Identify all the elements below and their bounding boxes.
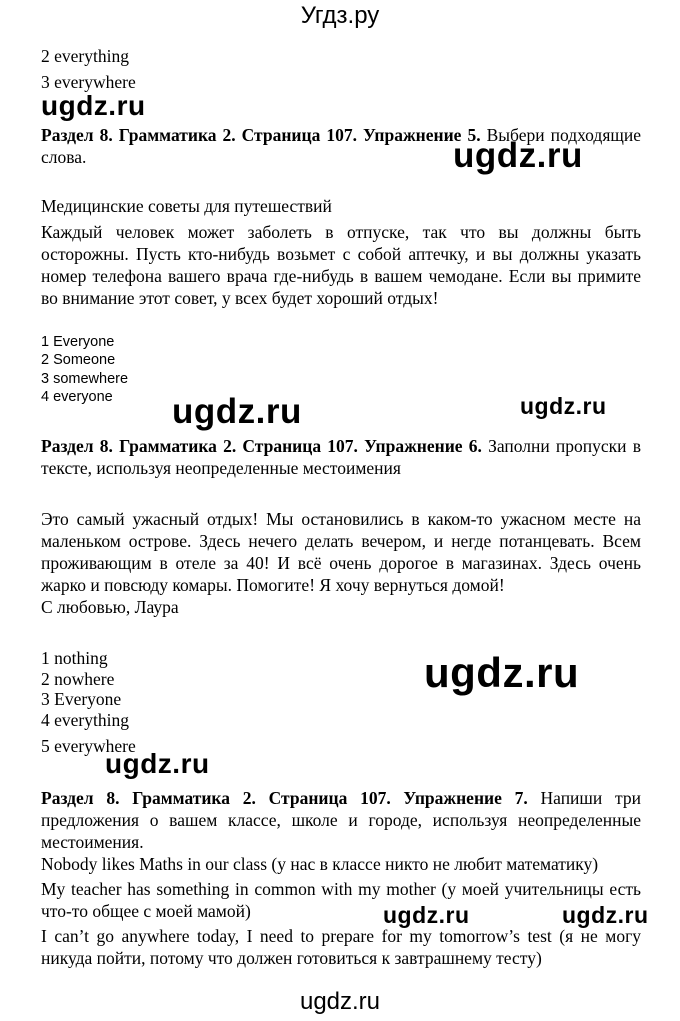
watermark: ugdz.ru [41, 90, 146, 121]
exercise7-heading-block [41, 787, 641, 853]
watermark: ugdz.ru [105, 748, 210, 779]
exercise6-heading-block [41, 435, 641, 479]
watermark: ugdz.ru [424, 649, 580, 696]
exercise6-heading: Раздел 8. Грамматика 2. Страница 107. Упражнение 6. [41, 436, 482, 456]
watermark: ugdz.ru [453, 136, 583, 175]
site-title: Угдз.ру [300, 2, 380, 29]
watermark: ugdz.ru [520, 393, 607, 419]
list-item: 3 Everyone [41, 689, 122, 710]
exercise5-instruction: Выбери подходящие слова. [41, 125, 641, 167]
exercise7-sentence-2: My teacher has something in common with my mother (у моей учительницы есть что-то общее с моей мамой) [41, 879, 641, 921]
list-item: 4 everyone [41, 388, 113, 405]
exercise6-instruction: Заполни пропуски в тексте, используя неопределенные местоимения [41, 436, 641, 478]
watermark: ugdz.ru [383, 902, 470, 928]
footer-site-title: ugdz.ru [299, 988, 381, 1015]
exercise7-instruction: Напиши три предложения о вашем классе, школе и городе, используя неопределенные местоимения. [41, 788, 641, 852]
list-item: 2 nowhere [41, 668, 115, 689]
top-answer-2: 2 everything [41, 46, 129, 66]
exercise7-heading: Раздел 8. Грамматика 2. Страница 107. Упражнение 7. [41, 788, 528, 808]
list-item: 4 everything [41, 710, 129, 731]
exercise7-sentence-1: Nobody likes Maths in our class (у нас в классе никто не любит математику) [41, 854, 599, 874]
list-item: 1 Everyone [41, 334, 115, 350]
exercise6-signature: С любовью, Лаура [41, 597, 179, 617]
list-item: 5 everywhere [41, 735, 136, 756]
exercise5-answers [41, 333, 128, 406]
exercise6-answers [41, 648, 136, 757]
exercise5-heading-block [41, 124, 641, 168]
exercise5-text-body: Каждый человек может заболеть в отпуске, так что вы должны быть осторожны. Пусть кто-нибудь возьмет с собой аптечку, и вы должны указать номер телефона вашего врача где-нибудь в вашем чемодане. Если вы примите во внимание этот совет, у всех будет хороший отдых! [41, 222, 641, 308]
exercise5-text-title: Медицинские советы для путешествий [41, 196, 332, 216]
watermark: ugdz.ru [172, 392, 302, 431]
exercise7-sentence-3: I can’t go anywhere today, I need to prepare for my tomorrow’s test (я не могу никуда пойти, потому что должен готовиться к завтрашнему тесту) [41, 926, 641, 968]
list-item: 3 somewhere [41, 370, 129, 387]
exercise5-heading: Раздел 8. Грамматика 2. Страница 107. Упражнение 5. [41, 125, 481, 145]
list-item: 2 Someone [41, 352, 116, 369]
top-answer-3: 3 everywhere [41, 72, 136, 92]
exercise6-text-body: Это самый ужасный отдых! Мы остановились в каком-то ужасном месте на маленьком острове. Здесь нечего делать вечером, и негде потанцевать. Всем проживающим в отеле за 40! И всё очень дорогое в магазинах. Здесь очень жарко и повсюду комары. Помогите! Я хочу вернуться домой! [41, 509, 641, 595]
watermark: ugdz.ru [562, 902, 649, 928]
list-item: 1 nothing [41, 648, 108, 668]
